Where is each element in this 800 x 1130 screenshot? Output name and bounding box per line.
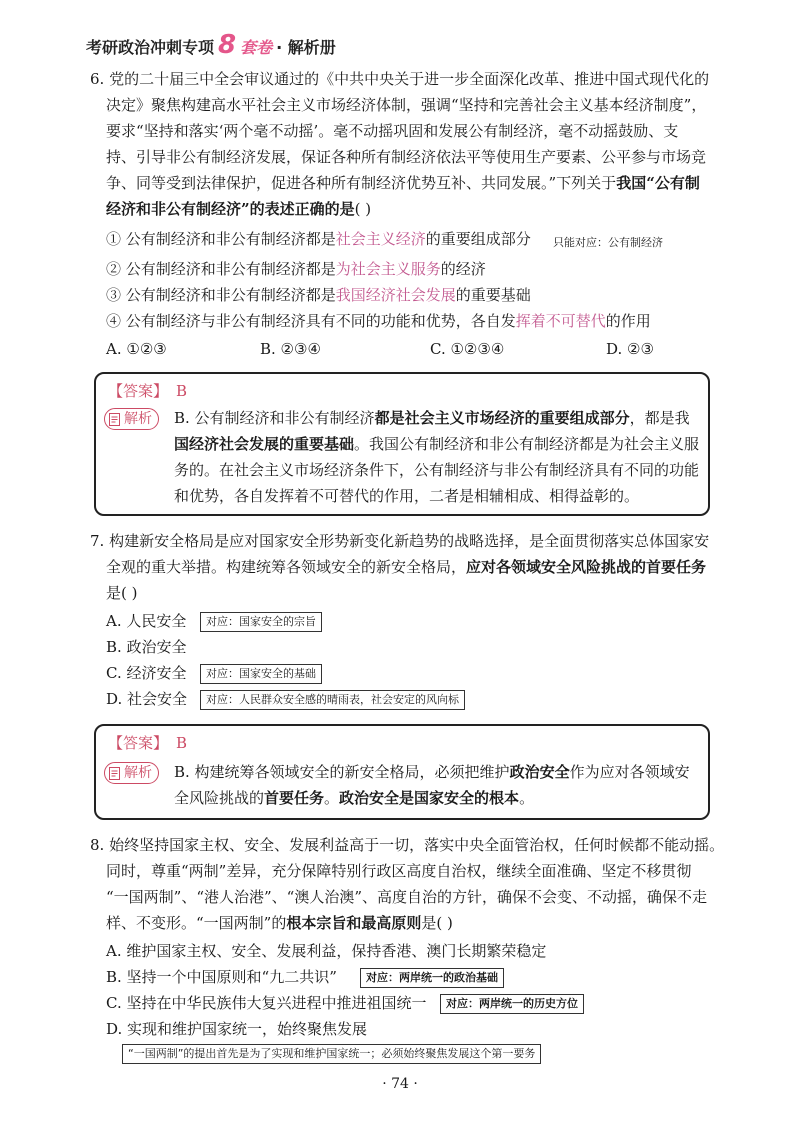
q6-item-1-pre: ① 公有制经济和非公有制经济都是 — [106, 230, 336, 248]
q6-item-3-pre: ③ 公有制经济和非公有制经济都是 — [106, 286, 336, 304]
q7-option-c-note: 对应：国家安全的基础 — [200, 664, 322, 684]
q6-item-1-note: 只能对应：公有制经济 — [548, 234, 668, 252]
q7-line-3: 是( ) — [106, 584, 138, 602]
q6-item-3 — [106, 282, 531, 308]
q8-option-d-note: “一国两制”的提出首先是为了实现和维护国家统一；必须始终聚焦发展这个第一要务 — [122, 1044, 541, 1064]
q6-exp-2-post: 。我国公有制经济和非公有制经济都是为社会主义服 — [354, 435, 700, 453]
q8-line-3: “一国两制”、“港人治港”、“澳人治澳”、高度自治的方针，确保不会变、不动摇，确保不走 — [106, 888, 708, 906]
q6-option-d: D. ②③ — [606, 340, 654, 358]
q8-option-c-note: 对应：两岸统一的历史方位 — [440, 994, 584, 1014]
q7-line-2-bold: 应对各领域安全风险挑战的首要任务 — [466, 558, 707, 576]
q6-line-3: 要求“坚持和落实‘两个毫不动摇’。毫不动摇巩固和发展公有制经济，毫不动摇鼓励、支 — [106, 122, 679, 140]
q6-item-4-pre: ④ 公有制经济与非公有制经济具有不同的功能和优势，各自发 — [106, 312, 516, 330]
q8-option-a: A. 维护国家主权、安全、发展利益，保持香港、澳门长期繁荣稳定 — [106, 942, 547, 960]
q7-exp-2-pre: 全风险挑战的 — [174, 789, 265, 807]
q6-exp-1-bold: 都是社会主义市场经济的重要组成部分 — [374, 409, 630, 427]
document-icon — [109, 767, 120, 780]
q7-exp-2-bold2: 政治安全是国家安全的根本 — [339, 789, 520, 807]
q8-line-4 — [106, 910, 453, 936]
page-number: · 74 · — [382, 1076, 418, 1092]
q6-line-5 — [106, 170, 700, 196]
q7-exp-2-mid: 。 — [324, 789, 340, 807]
q6-option-b: B. ②③④ — [260, 340, 321, 358]
q8-option-b-note: 对应：两岸统一的政治基础 — [360, 968, 504, 988]
q6-line-6-bold: 经济和非公有制经济”的表述正确的是 — [106, 200, 355, 218]
q6-answer-blank: ( ) — [354, 200, 372, 218]
q6-item-2-hl: 为社会主义服务 — [335, 260, 441, 278]
brand-digit: 8 — [218, 30, 237, 60]
q7-exp-2-end: 。 — [519, 789, 535, 807]
q6-item-2 — [106, 256, 486, 282]
q6-answer-value: B — [176, 382, 188, 400]
q6-jiexi-label: 解析 — [124, 411, 152, 427]
q6-exp-1-pre: B. 公有制经济和非公有制经济 — [174, 409, 375, 427]
q6-jiexi-badge — [104, 408, 159, 430]
q7-exp-1-pre: B. 构建统筹各领域安全的新安全格局，必须把维护 — [174, 763, 510, 781]
q7-jiexi-label: 解析 — [124, 765, 152, 781]
q7-exp-1-bold: 政治安全 — [509, 763, 570, 781]
q6-line-2: 决定》聚焦构建高水平社会主义市场经济体制，强调“坚持和完善社会主义基本经济制度”， — [106, 96, 707, 114]
q6-answer — [108, 380, 187, 402]
q8-line-4-pre: 样、不变形。“一国两制”的 — [106, 914, 287, 932]
q8-option-c: C. 坚持在中华民族伟大复兴进程中推进祖国统一 — [106, 994, 427, 1012]
q7-line-2 — [106, 554, 706, 580]
q6-exp-line-2 — [174, 431, 699, 457]
q7-option-d: D. 社会安全 — [106, 690, 188, 708]
q6-line-5-bold: 我国“公有制 — [616, 174, 700, 192]
book-header — [86, 30, 336, 60]
q6-item-2-post: 的经济 — [440, 260, 486, 278]
q6-exp-line-1 — [174, 405, 690, 431]
q8-option-d: D. 实现和维护国家统一，始终聚焦发展 — [106, 1020, 368, 1038]
q6-item-4-hl: 挥着不可替代 — [515, 312, 606, 330]
q7-answer-value: B — [176, 734, 188, 752]
q6-option-a: A. ①②③ — [106, 340, 167, 358]
q7-option-a-note: 对应：国家安全的宗旨 — [200, 612, 322, 632]
q6-item-4-post: 的作用 — [605, 312, 651, 330]
q7-option-d-note: 对应：人民群众安全感的晴雨表，社会安定的风向标 — [200, 690, 465, 710]
q6-exp-line-4: 和优势，各自发挥着不可替代的作用，二者是相辅相成、相得益彰的。 — [174, 487, 640, 505]
header-subtitle: · 解析册 — [276, 38, 336, 57]
brand-suit: 套卷 — [240, 38, 273, 57]
q7-exp-2-bold: 首要任务 — [264, 789, 325, 807]
q7-line-1: 7. 构建新安全格局是应对国家安全形势新变化新趋势的战略选择，是全面贯彻落实总体国家安 — [90, 532, 710, 550]
q6-item-1 — [106, 226, 531, 252]
q8-line-2: 同时，尊重“两制”差异，充分保障特别行政区高度自治权，继续全面准确、坚定不移贯彻 — [106, 862, 692, 880]
q6-item-3-post: 的重要基础 — [455, 286, 531, 304]
q6-line-5-text: 争、同等受到法律保护，促进各种所有制经济优势互补、共同发展。”下列关于 — [106, 174, 617, 192]
q7-jiexi-badge — [104, 762, 159, 784]
q7-answer — [108, 732, 187, 754]
q8-line-4-post: 是( ) — [421, 914, 453, 932]
q7-option-b: B. 政治安全 — [106, 638, 187, 656]
q8-line-4-bold: 根本宗旨和最高原则 — [286, 914, 422, 932]
q7-exp-line-2 — [174, 785, 534, 811]
q7-exp-1-post: 作为应对各领域安 — [569, 763, 690, 781]
q8-line-1: 8. 始终坚持国家主权、安全、发展利益高于一切，落实中央全面管治权，任何时候都不能动摇。 — [90, 836, 725, 854]
header-title: 考研政治冲刺专项 — [86, 38, 215, 57]
q7-option-c: C. 经济安全 — [106, 664, 187, 682]
q6-exp-1-post: ，都是我 — [629, 409, 690, 427]
q6-item-2-pre: ② 公有制经济和非公有制经济都是 — [106, 260, 336, 278]
q7-option-a: A. 人民安全 — [106, 612, 187, 630]
q6-exp-line-3: 务的。在社会主义市场经济条件下，公有制经济与非公有制经济具有不同的功能 — [174, 461, 700, 479]
q6-item-3-hl: 我国经济社会发展 — [335, 286, 456, 304]
q6-answer-tag: 【答案】 — [108, 382, 169, 400]
document-icon — [109, 413, 120, 426]
q7-answer-tag: 【答案】 — [108, 734, 169, 752]
q6-line-6 — [106, 196, 371, 222]
q6-line-1: 6. 党的二十届三中全会审议通过的《中共中央关于进一步全面深化改革、推进中国式现代化的 — [90, 70, 710, 88]
q7-line-2-pre: 全观的重大举措。构建统筹各领域安全的新安全格局， — [106, 558, 467, 576]
q6-item-1-post: 的重要组成部分 — [425, 230, 531, 248]
q6-exp-2-bold: 国经济社会发展的重要基础 — [174, 435, 355, 453]
q7-exp-line-1 — [174, 759, 690, 785]
q8-option-b: B. 坚持一个中国原则和“九二共识” — [106, 968, 337, 986]
q6-item-4 — [106, 308, 651, 334]
q6-item-1-hl: 社会主义经济 — [335, 230, 426, 248]
q6-option-c: C. ①②③④ — [430, 340, 505, 358]
q6-line-4: 持、引导非公有制经济发展，保证各种所有制经济依法平等使用生产要素、公平参与市场竞 — [106, 148, 707, 166]
